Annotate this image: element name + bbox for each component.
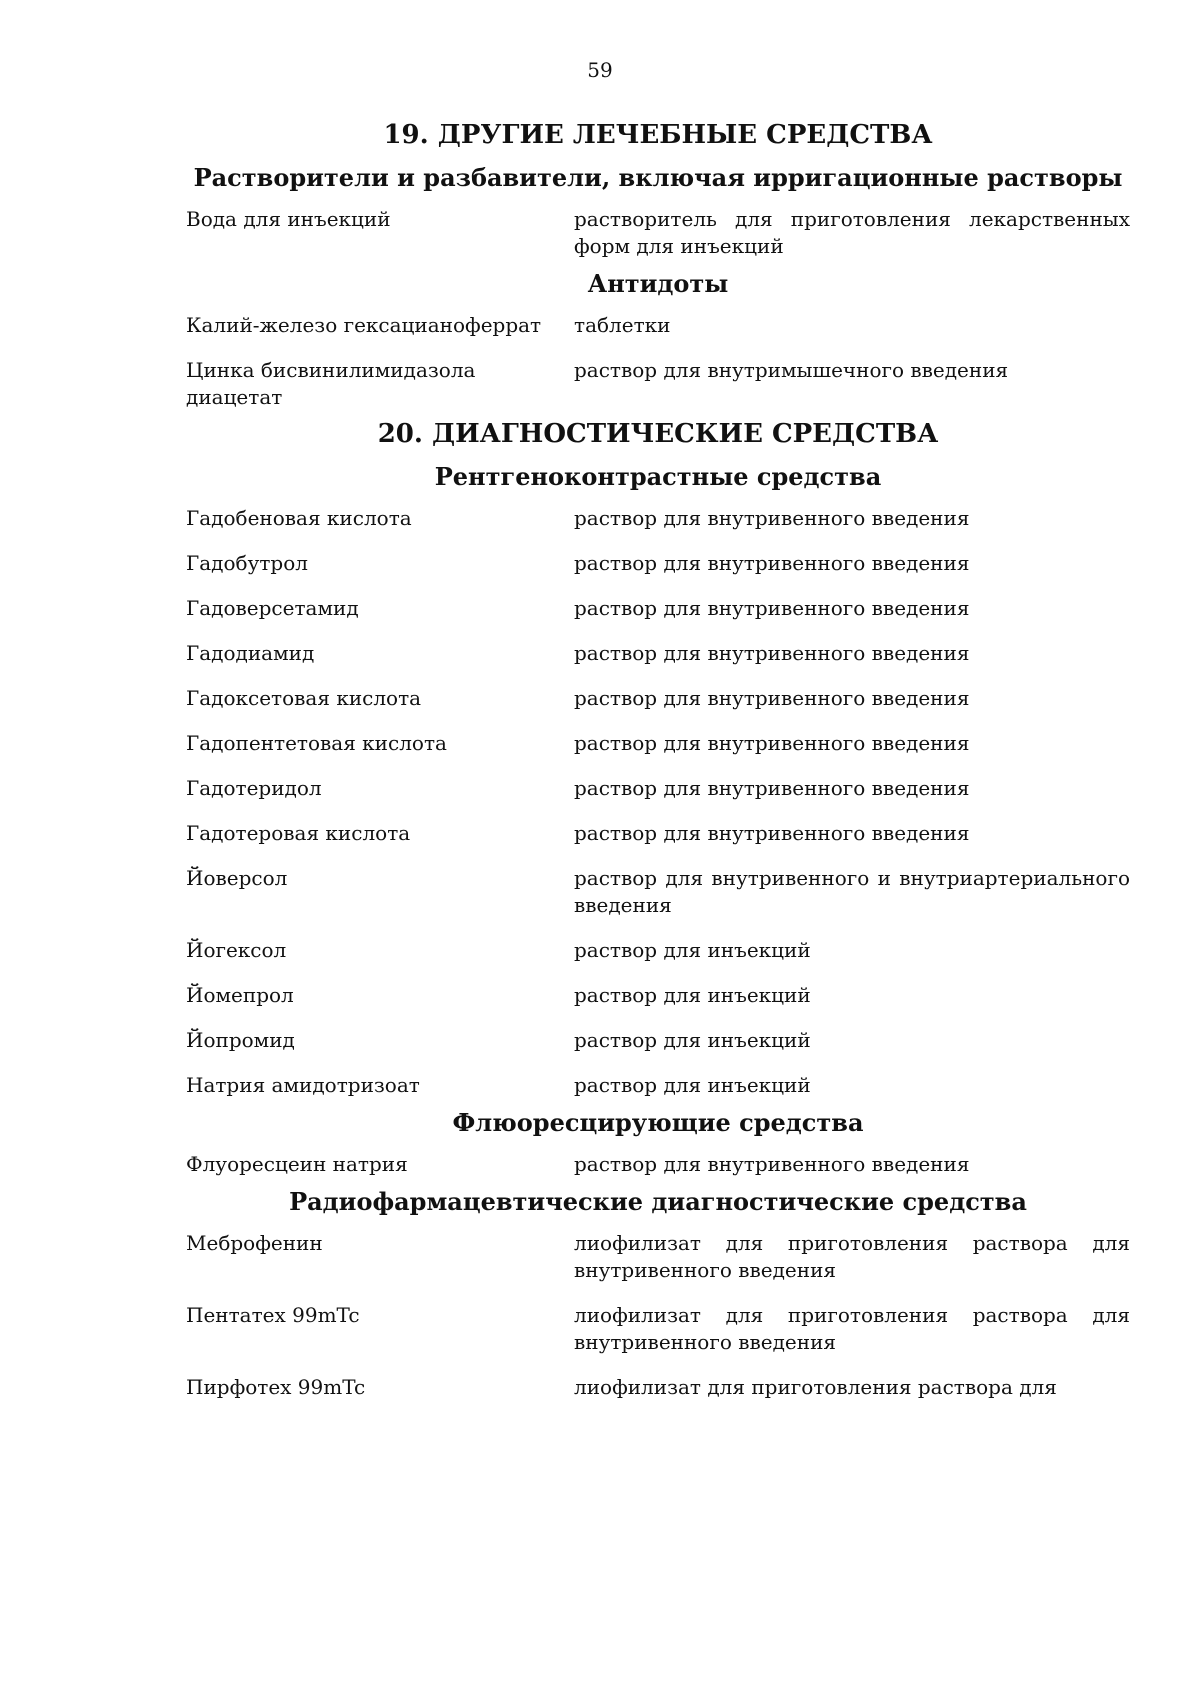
drug-name: Гадобеновая кислота <box>186 506 412 530</box>
document-body <box>186 118 1130 1401</box>
drug-row <box>186 865 1130 919</box>
drug-name: Гадоверсетамид <box>186 596 359 620</box>
subsection <box>186 162 1130 260</box>
subsection <box>186 1186 1130 1401</box>
drug-row <box>186 982 1130 1009</box>
drug-name: Пирфотех 99mTc <box>186 1375 366 1399</box>
dosage-form: лиофилизат для приготовления раствора для <box>574 1375 1057 1399</box>
drug-row <box>186 595 1130 622</box>
subsection <box>186 268 1130 411</box>
drug-row <box>186 937 1130 964</box>
section-title: 19. ДРУГИЕ ЛЕЧЕБНЫЕ СРЕДСТВА <box>383 120 933 150</box>
drug-name: Пентатех 99mTc <box>186 1303 360 1327</box>
drug-row <box>186 1230 1130 1284</box>
page-number: 59 <box>587 58 613 82</box>
subsection-title: Радиофармацевтические диагностические средства <box>289 1187 1027 1216</box>
drug-name: Йогексол <box>186 938 287 962</box>
drug-name: Йоверсол <box>186 866 288 890</box>
drug-name: Гадотеровая кислота <box>186 821 411 845</box>
drug-row <box>186 357 1130 411</box>
section-title: 20. ДИАГНОСТИЧЕСКИЕ СРЕДСТВА <box>377 419 939 449</box>
drug-name: Цинка бисвинилимидазола диацетат <box>186 358 476 409</box>
dosage-form: лиофилизат для приготовления раствора для внутривенного введения <box>574 1303 1130 1354</box>
drug-row <box>186 820 1130 847</box>
dosage-form: раствор для инъекций <box>574 1028 811 1052</box>
drug-name: Гадодиамид <box>186 641 315 665</box>
drug-row <box>186 1027 1130 1054</box>
section <box>186 417 1130 1401</box>
drug-row <box>186 312 1130 339</box>
subsection-title: Антидоты <box>587 269 729 298</box>
dosage-form: раствор для внутривенного введения <box>574 776 970 800</box>
drug-name: Натрия амидотризоат <box>186 1073 420 1097</box>
drug-row <box>186 505 1130 532</box>
subsection <box>186 1107 1130 1178</box>
drug-name: Гадотеридол <box>186 776 322 800</box>
dosage-form: раствор для внутривенного и внутриартериального введения <box>574 866 1130 917</box>
dosage-form: раствор для внутривенного введения <box>574 1152 970 1176</box>
subsection <box>186 461 1130 1099</box>
dosage-form: раствор для инъекций <box>574 938 811 962</box>
drug-name: Йомепрол <box>186 983 294 1007</box>
dosage-form: раствор для внутривенного введения <box>574 641 970 665</box>
subsection-title: Растворители и разбавители, включая ирригационные растворы <box>193 163 1123 192</box>
dosage-form: раствор для внутривенного введения <box>574 506 970 530</box>
drug-row <box>186 685 1130 712</box>
dosage-form: растворитель для приготовления лекарственных форм для инъекций <box>574 207 1130 258</box>
drug-row <box>186 550 1130 577</box>
dosage-form: раствор для внутривенного введения <box>574 731 970 755</box>
dosage-form: раствор для внутримышечного введения <box>574 358 1009 382</box>
dosage-form: таблетки <box>574 313 671 337</box>
drug-name: Флуоресцеин натрия <box>186 1152 408 1176</box>
drug-name: Гадоксетовая кислота <box>186 686 422 710</box>
drug-name: Калий-железо гексацианоферрат <box>186 313 542 337</box>
drug-row <box>186 1374 1130 1401</box>
dosage-form: раствор для внутривенного введения <box>574 686 970 710</box>
dosage-form: раствор для инъекций <box>574 983 811 1007</box>
drug-row <box>186 1151 1130 1178</box>
drug-name: Меброфенин <box>186 1231 323 1255</box>
drug-name: Йопромид <box>186 1028 295 1052</box>
drug-row <box>186 640 1130 667</box>
subsection-title: Рентгеноконтрастные средства <box>434 462 882 491</box>
drug-name: Гадопентетовая кислота <box>186 731 447 755</box>
drug-name: Вода для инъекций <box>186 207 391 231</box>
dosage-form: раствор для внутривенного введения <box>574 596 970 620</box>
dosage-form: лиофилизат для приготовления раствора для внутривенного введения <box>574 1231 1130 1282</box>
drug-row <box>186 1072 1130 1099</box>
drug-row <box>186 730 1130 757</box>
drug-row <box>186 775 1130 802</box>
dosage-form: раствор для внутривенного введения <box>574 551 970 575</box>
dosage-form: раствор для инъекций <box>574 1073 811 1097</box>
subsection-title: Флюоресцирующие средства <box>452 1108 864 1137</box>
drug-name: Гадобутрол <box>186 551 308 575</box>
section <box>186 118 1130 411</box>
dosage-form: раствор для внутривенного введения <box>574 821 970 845</box>
drug-row <box>186 1302 1130 1356</box>
drug-row <box>186 206 1130 260</box>
